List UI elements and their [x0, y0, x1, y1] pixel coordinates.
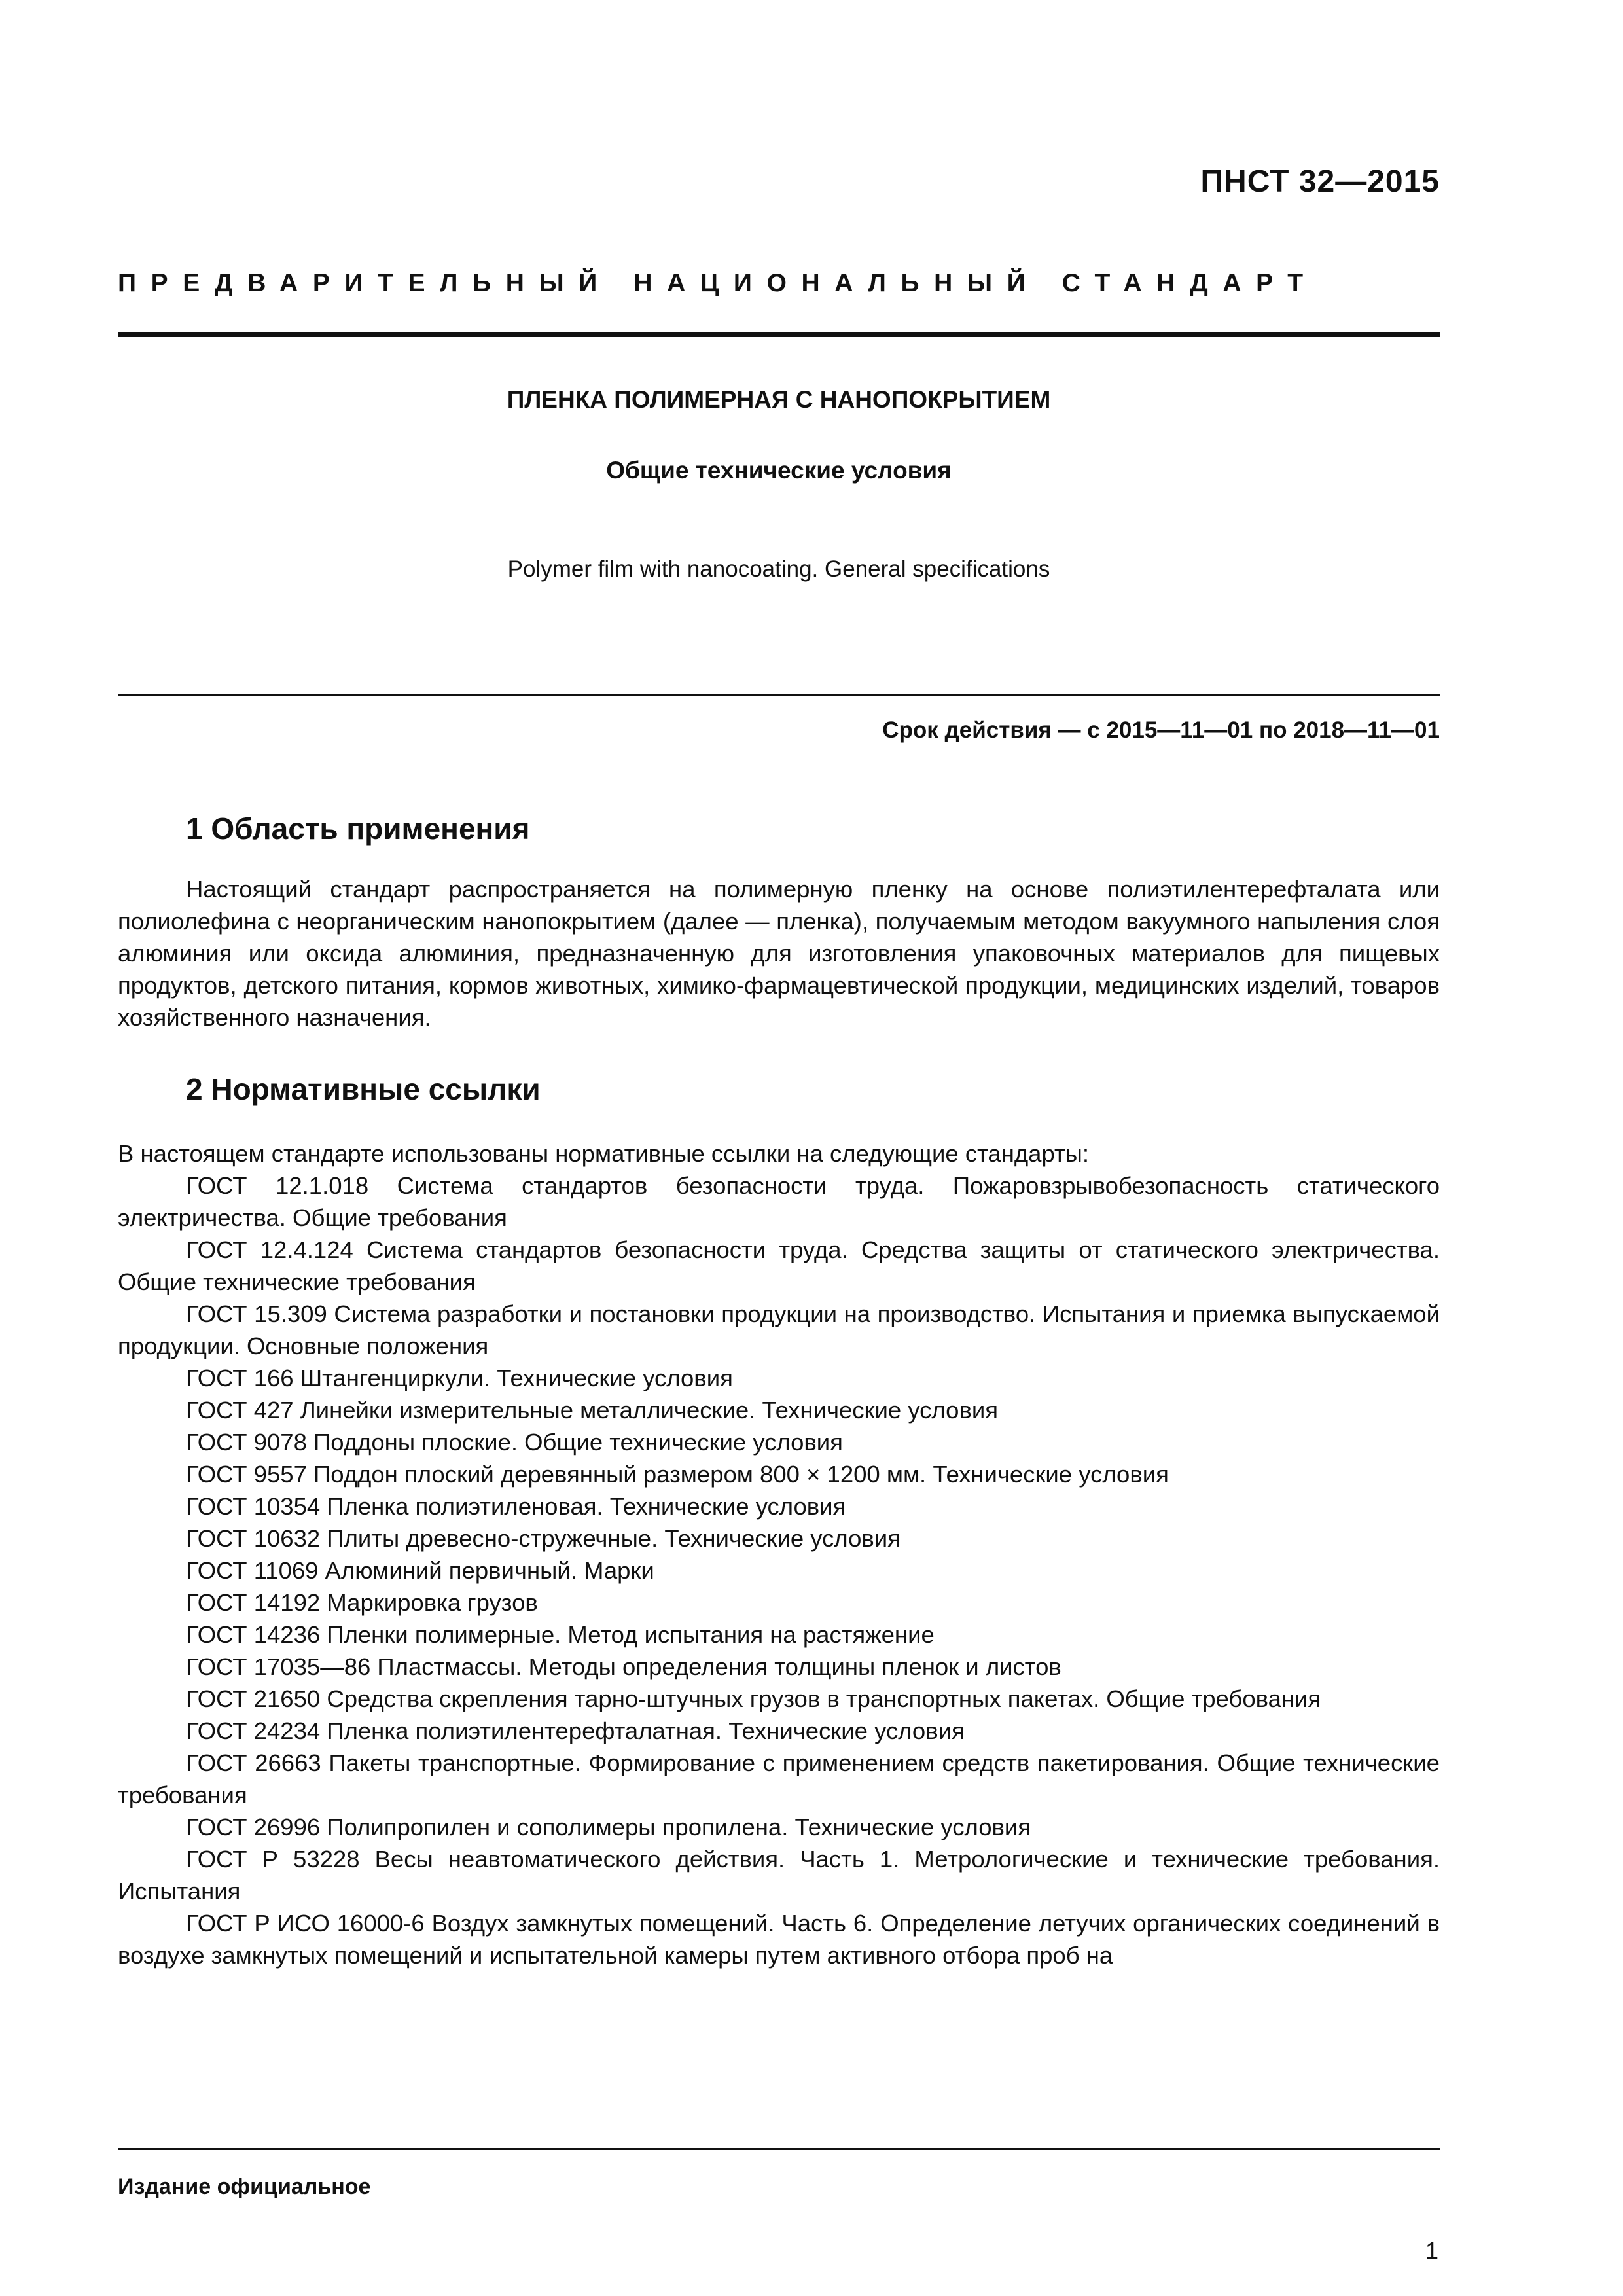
reference-item: ГОСТ 26996 Полипропилен и сополимеры пропилена. Технические условия [186, 1814, 1031, 1840]
edition-label: Издание официальное [118, 2174, 371, 2199]
reference-item: ГОСТ 12.1.018 Система стандартов безопасности труда. Пожаровзрывобезопасность статического электричества. Общие требования [118, 1172, 1440, 1231]
reference-item: ГОСТ 24234 Пленка полиэтилентерефталатная. Технические условия [186, 1717, 965, 1744]
reference-item: ГОСТ 10632 Плиты древесно-стружечные. Технические условия [186, 1525, 901, 1552]
reference-item: ГОСТ 12.4.124 Система стандартов безопасности труда. Средства защиты от статического электричества. Общие технические требования [118, 1236, 1440, 1295]
section-2-heading: 2 Нормативные ссылки [186, 1072, 541, 1106]
section-2 [118, 1071, 1440, 1971]
reference-list [118, 1170, 1440, 1971]
validity-period: Срок действия — с 2015—11—01 по 2018—11—01 [882, 717, 1440, 743]
reference-item: ГОСТ 17035—86 Пластмассы. Методы определения толщины пленок и листов [186, 1653, 1061, 1680]
reference-item: ГОСТ Р 53228 Весы неавтоматического действия. Часть 1. Метрологические и технические требования. Испытания [118, 1846, 1440, 1905]
standard-type-banner: ПРЕДВАРИТЕЛЬНЫЙ НАЦИОНАЛЬНЫЙ СТАНДАРТ [118, 269, 1318, 297]
section-1-text: Настоящий стандарт распространяется на полимерную пленку на основе полиэтилентерефталата или полиолефина с неорганическим нанопокрытием (далее — пленка), получаемым методом вакуумного напыления слоя алюминия или оксида алюминия, предназначенную для изготовления упаковочных материалов для пищевых продуктов, детского питания, кормов животных, химико-фармацевтической продукции, медицинских изделий, товаров хозяйственного назначения. [118, 876, 1440, 1031]
reference-item: ГОСТ Р ИСО 16000-6 Воздух замкнутых помещений. Часть 6. Определение летучих органических соединений в воздухе замкнутых помещений и испытательной камеры путем активного отбора проб на [118, 1910, 1440, 1969]
reference-item: ГОСТ 9078 Поддоны плоские. Общие технические условия [186, 1429, 843, 1456]
reference-item: ГОСТ 15.309 Система разработки и постановки продукции на производство. Испытания и приемка выпускаемой продукции. Основные положения [118, 1300, 1440, 1359]
reference-item: ГОСТ 427 Линейки измерительные металлические. Технические условия [186, 1397, 998, 1424]
reference-item: ГОСТ 11069 Алюминий первичный. Марки [186, 1557, 654, 1584]
reference-item: ГОСТ 9557 Поддон плоский деревянный размером 800 × 1200 мм. Технические условия [186, 1461, 1169, 1488]
reference-item: ГОСТ 21650 Средства скрепления тарно-штучных грузов в транспортных пакетах. Общие требования [186, 1685, 1321, 1712]
document-subtitle: Общие технические условия [606, 457, 952, 484]
section-2-intro: В настоящем стандарте использованы нормативные ссылки на следующие стандарты: [118, 1140, 1090, 1167]
english-title: Polymer film with nanocoating. General specifications [507, 556, 1050, 582]
header-divider [118, 332, 1440, 337]
title-divider [118, 694, 1440, 696]
page-number: 1 [1425, 2237, 1438, 2264]
reference-item: ГОСТ 166 Штангенциркули. Технические условия [186, 1365, 733, 1391]
reference-item: ГОСТ 10354 Пленка полиэтиленовая. Технические условия [186, 1493, 846, 1520]
section-1 [118, 810, 1440, 1033]
reference-item: ГОСТ 14192 Маркировка грузов [186, 1589, 538, 1616]
section-1-heading: 1 Область применения [186, 812, 530, 846]
reference-item: ГОСТ 14236 Пленки полимерные. Метод испытания на растяжение [186, 1621, 935, 1648]
reference-item: ГОСТ 26663 Пакеты транспортные. Формирование с применением средств пакетирования. Общие технические требования [118, 1749, 1440, 1808]
document-code: ПНСТ 32—2015 [1200, 164, 1440, 199]
footer-divider [118, 2148, 1440, 2150]
document-title: ПЛЕНКА ПОЛИМЕРНАЯ С НАНОПОКРЫТИЕМ [507, 386, 1051, 413]
